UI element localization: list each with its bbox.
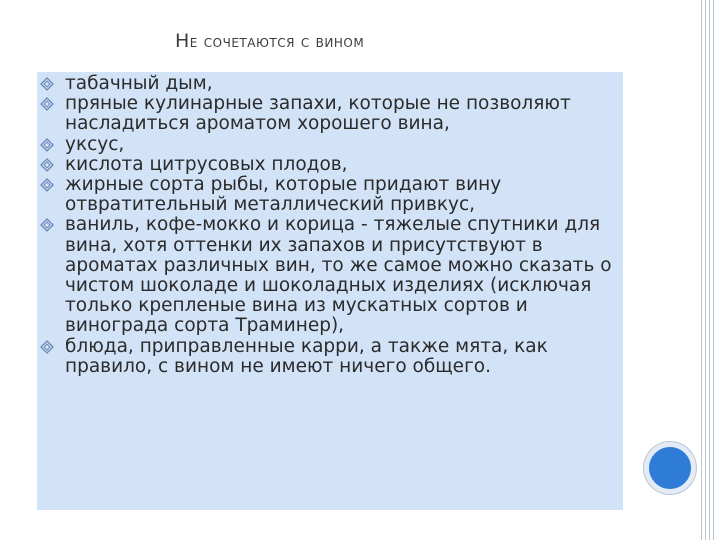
list-item <box>37 94 627 134</box>
decorative-circle <box>644 442 696 494</box>
list-item-text: жирные сорта рыбы, которые придают вину отвратительный металлический привкус, <box>65 174 502 216</box>
list-item-text: табачный дым, <box>65 73 213 94</box>
list-item <box>37 175 627 215</box>
list-item-text: уксус, <box>65 133 125 155</box>
list-item-text: блюда, приправленные карри, а также мята, как правило, с вином не имеют ничего общего. <box>65 335 548 377</box>
slide-title-rest: е сочетаются с вином <box>189 32 365 52</box>
slide-title <box>175 30 535 52</box>
bullet-list <box>37 74 627 377</box>
diamond-outline-icon <box>40 218 54 232</box>
diamond-outline-icon <box>40 77 54 91</box>
diamond-outline-icon <box>40 340 54 354</box>
diamond-outline-icon <box>40 178 54 192</box>
slide-title-initial: Н <box>175 30 190 52</box>
list-item <box>37 337 627 377</box>
list-item-text: кислота цитрусовых плодов, <box>65 153 348 175</box>
list-item <box>37 155 627 175</box>
list-item-text: ваниль, кофе-мокко и корица - тяжелые спутники для вина, хотя оттенки их запахов и присутствуют в ароматах различных вин, то же самое можно сказать о чистом шоколаде и шоколадных изделиях (исключая только крепленые вина из мускатных сортов и винограда сорта Траминер), <box>65 214 612 337</box>
decorative-right-stripe <box>700 0 720 540</box>
decorative-line <box>713 0 714 540</box>
decorative-line <box>709 0 710 540</box>
list-item-text: пряные кулинарные запахи, которые не позволяют насладиться ароматом хорошего вина, <box>65 93 571 135</box>
diamond-outline-icon <box>40 158 54 172</box>
decorative-line <box>701 0 702 540</box>
list-item <box>37 135 627 155</box>
list-item <box>37 215 627 336</box>
diamond-outline-icon <box>40 97 54 111</box>
list-item <box>37 74 627 94</box>
decorative-line <box>705 0 706 540</box>
diamond-outline-icon <box>40 138 54 152</box>
